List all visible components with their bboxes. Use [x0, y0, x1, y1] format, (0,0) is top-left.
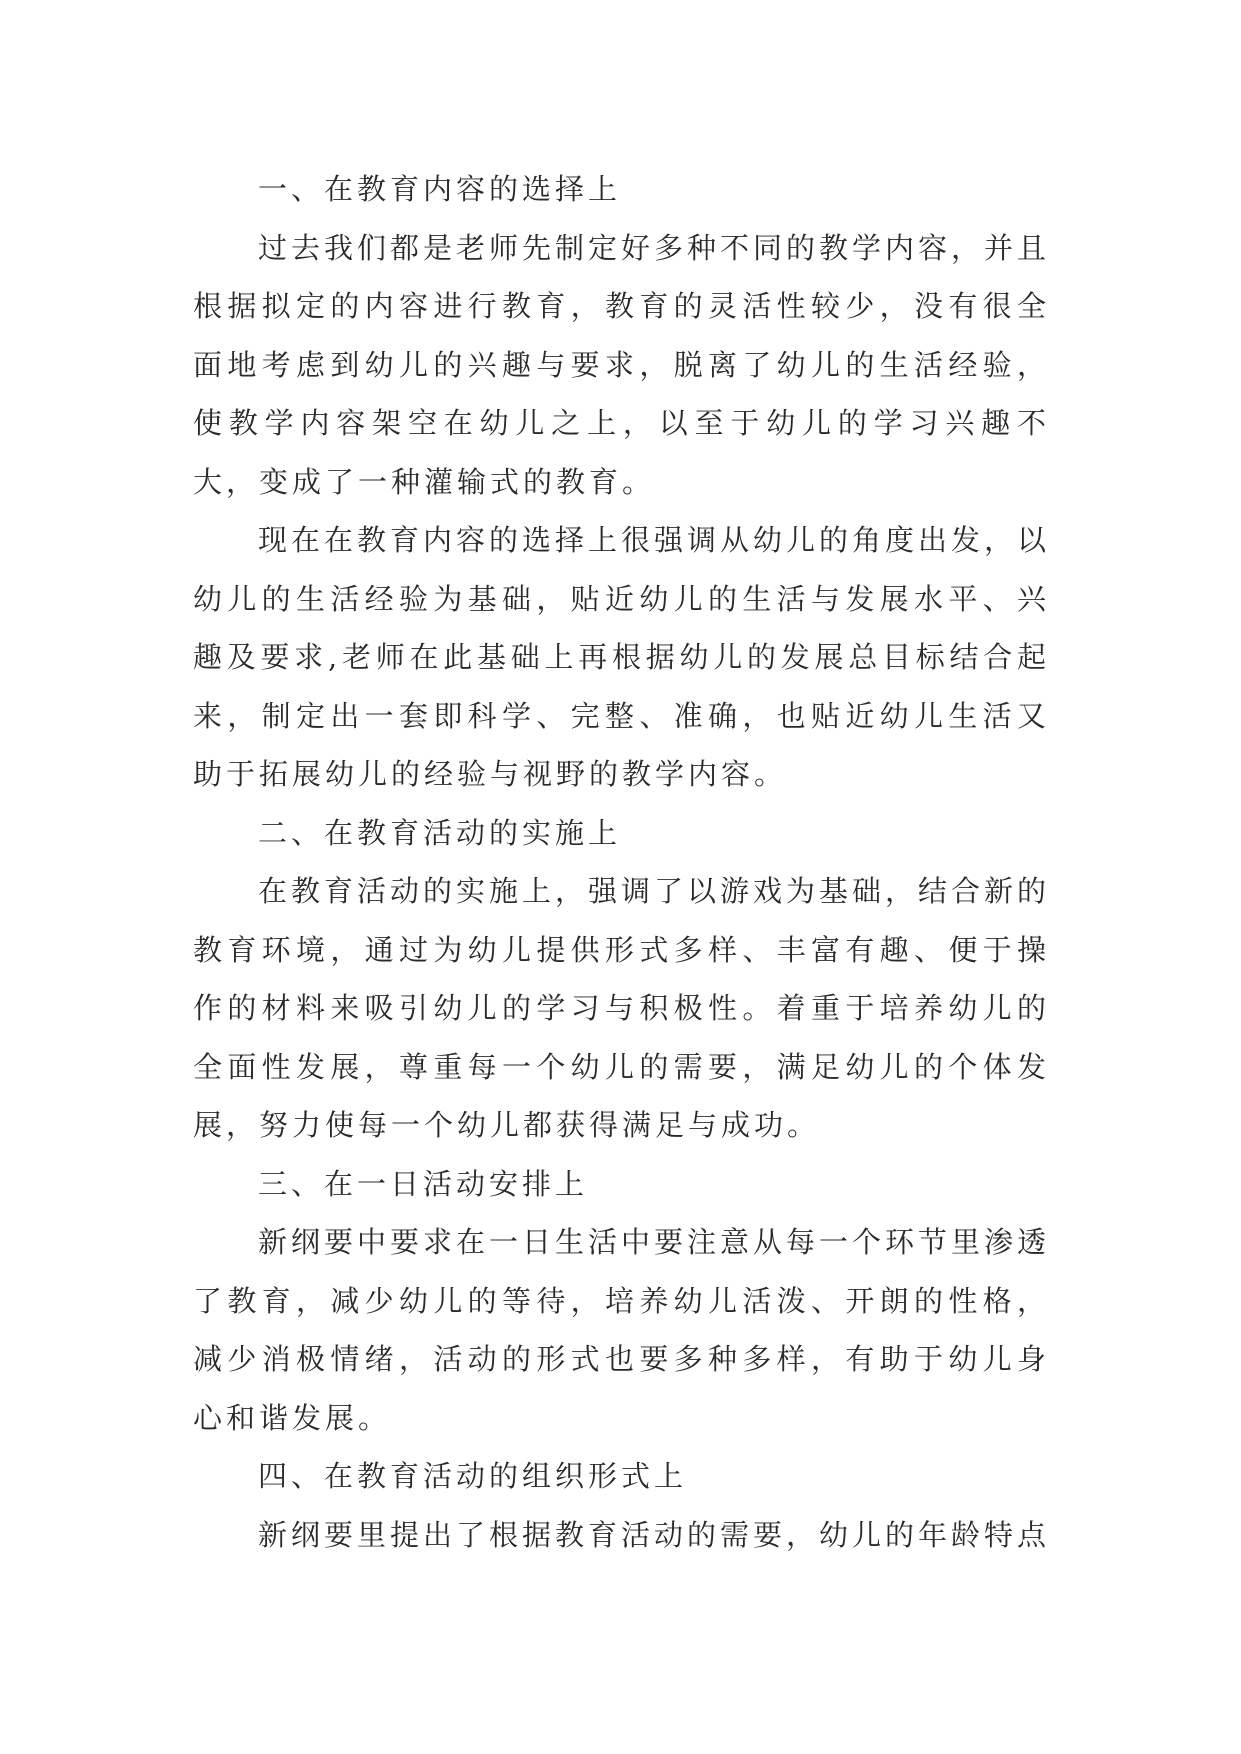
paragraph-2-1: 在教育活动的实施上，强调了以游戏为基础，结合新的教育环境，通过为幼儿提供形式多样、丰富有趣、便于操作的材料来吸引幼儿的学习与积极性。着重于培养幼儿的全面性发展，尊重每一个幼儿的需要，满足幼儿的个体发展，努力使每一个幼儿都获得满足与成功。: [193, 874, 1051, 1142]
paragraph-3-1: 新纲要中要求在一日生活中要注意从每一个环节里渗透了教育，减少幼儿的等待，培养幼儿活泼、开朗的性格，减少消极情绪，活动的形式也要多种多样，有助于幼儿身心和谐发展。: [193, 1225, 1051, 1435]
section-heading-2: 二、在教育活动的实施上: [258, 815, 622, 850]
section-heading-1: 一、在教育内容的选择上: [258, 172, 622, 206]
section-heading-3: 三、在一日活动安排上: [258, 1166, 589, 1201]
document-body: [193, 160, 1050, 1564]
paragraph-4-1: 新纲要里提出了根据教育活动的需要，幼儿的年龄特点: [258, 1517, 1051, 1552]
paragraph-1-1: 过去我们都是老师先制定好多种不同的教学内容，并且根据拟定的内容进行教育，教育的灵活性较少，没有很全面地考虑到幼儿的兴趣与要求，脱离了幼儿的生活经验，使教学内容架空在幼儿之上，以至于幼儿的学习兴趣不大，变成了一种灌输式的教育。: [193, 230, 1051, 499]
paragraph-1-2: 现在在教育内容的选择上很强调从幼儿的角度出发，以幼儿的生活经验为基础，贴近幼儿的生活与发展水平、兴趣及要求,老师在此基础上再根据幼儿的发展总目标结合起来，制定出一套即科学、完整、准确，也贴近幼儿生活又助于拓展幼儿的经验与视野的教学内容。: [193, 523, 1051, 791]
section-heading-4: 四、在教育活动的组织形式上: [258, 1459, 688, 1493]
